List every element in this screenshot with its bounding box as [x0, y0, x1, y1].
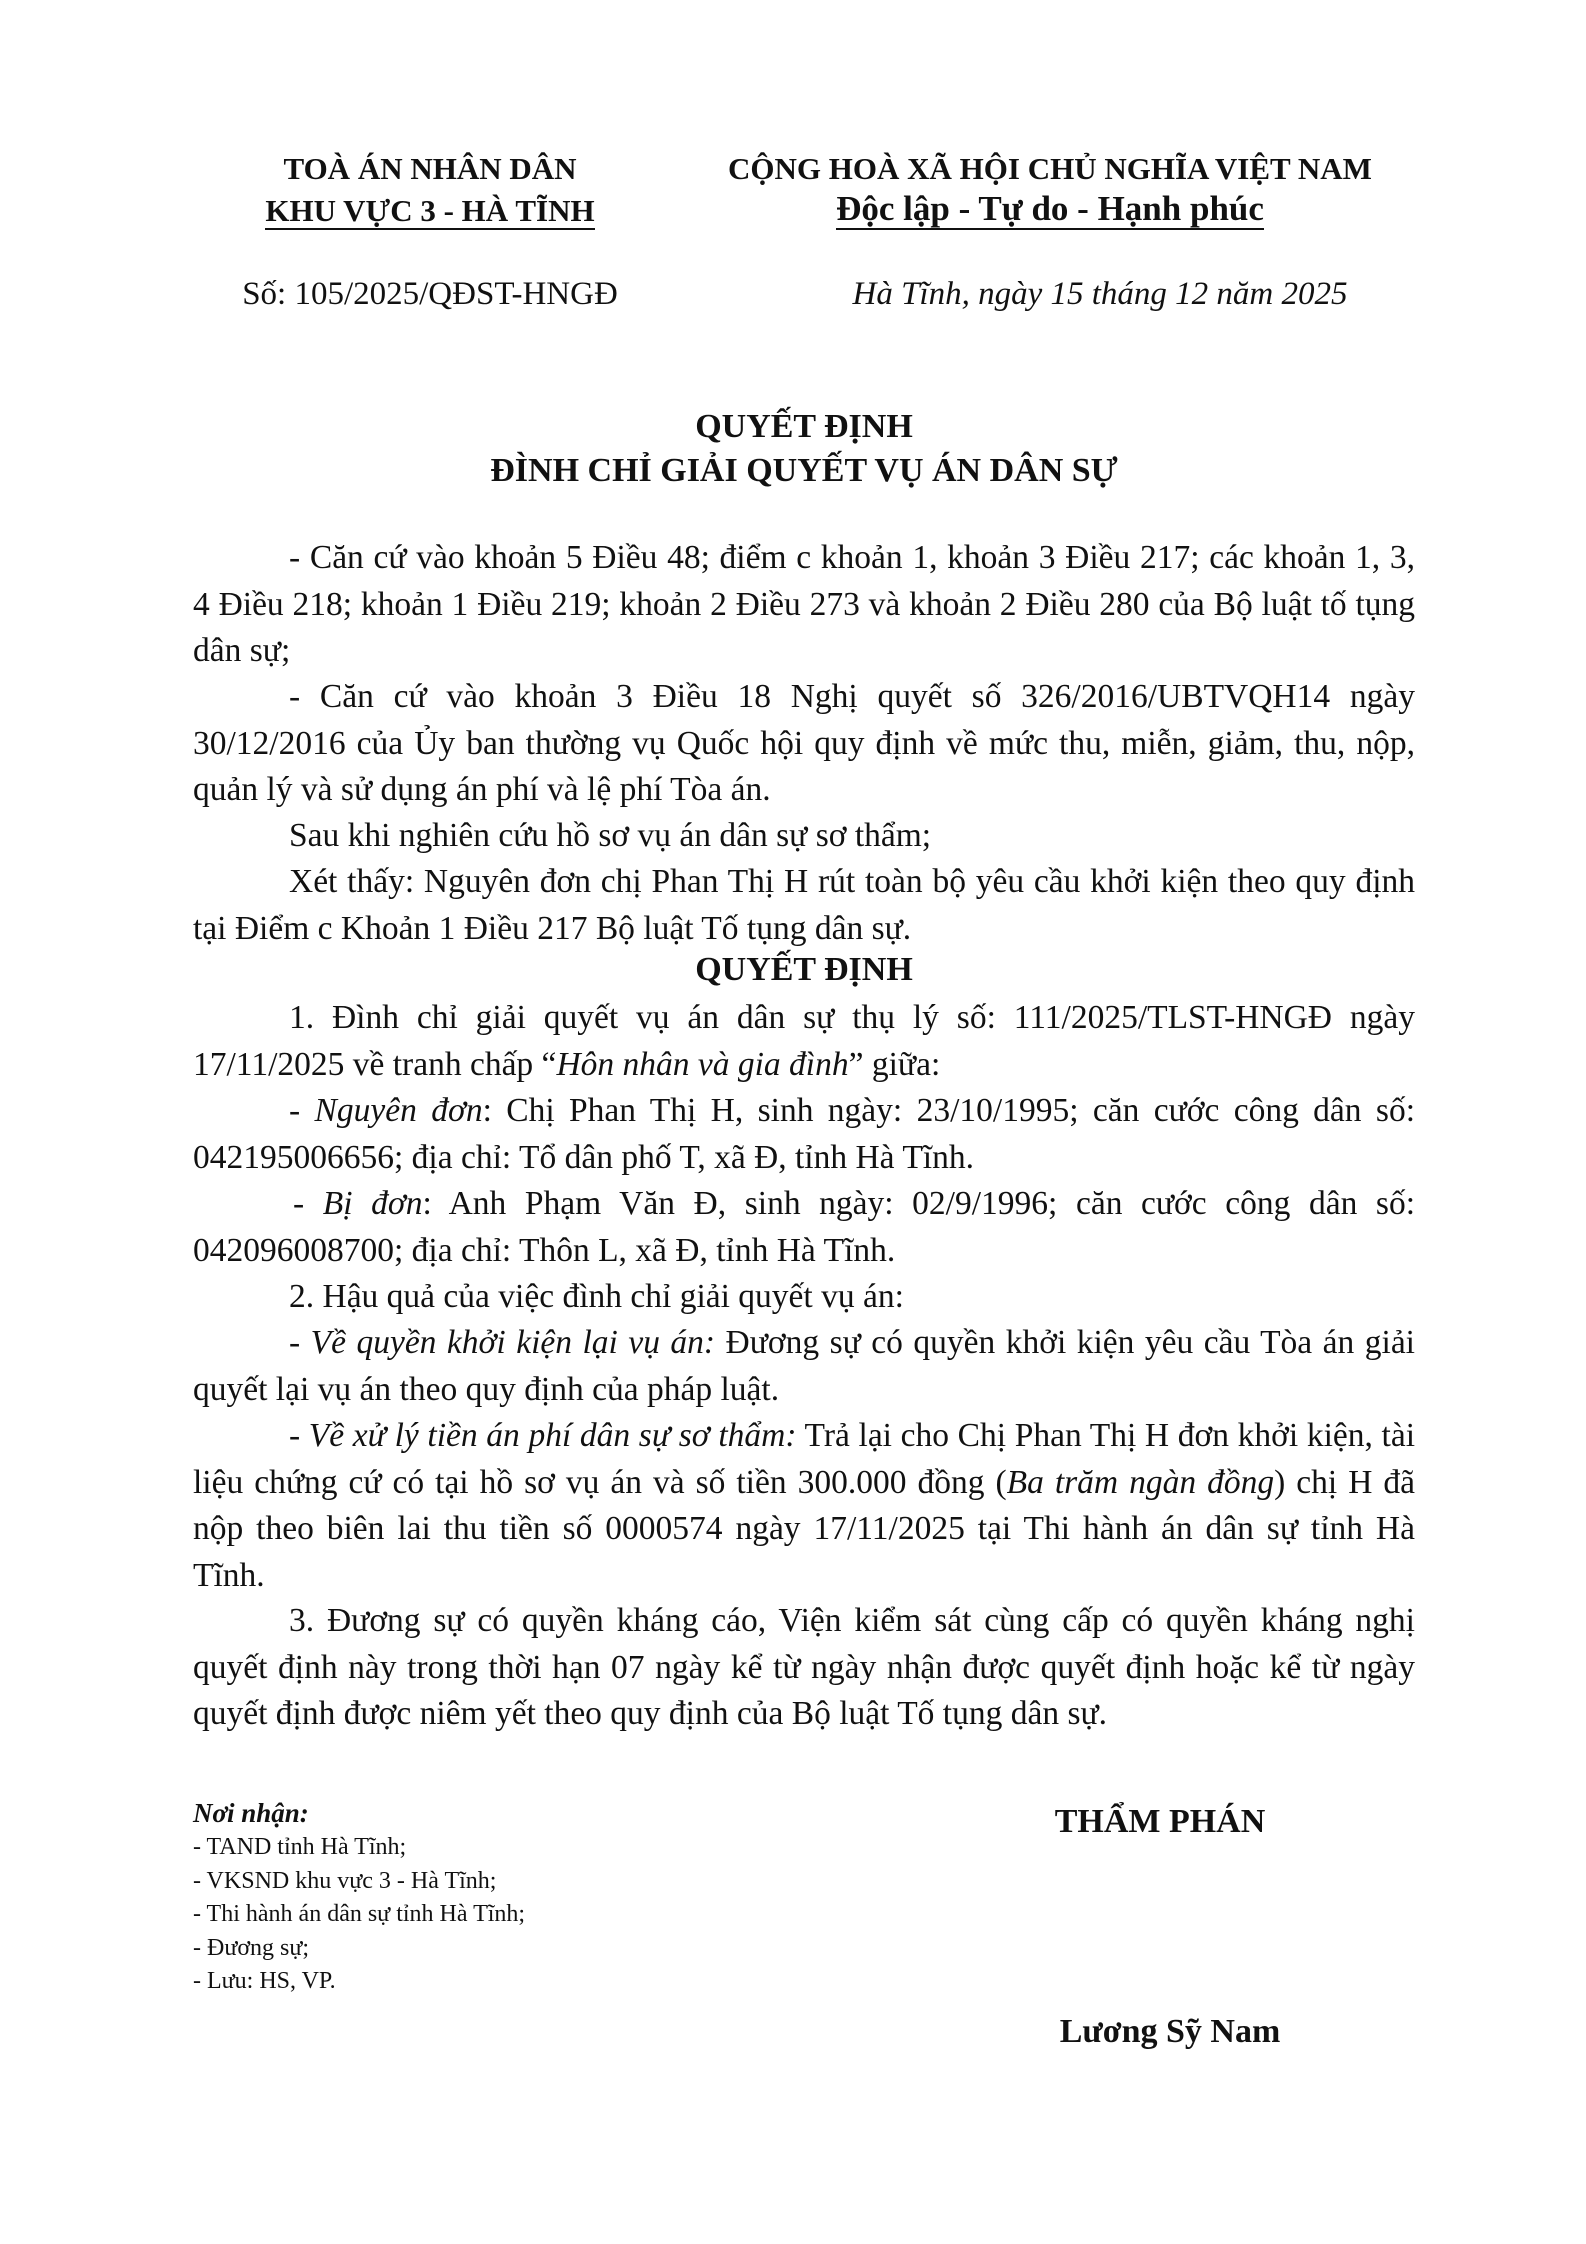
title-line-1: QUYẾT ĐỊNH — [695, 408, 913, 445]
defendant-label: Bị đơn — [322, 1185, 423, 1222]
court-line-2-text: KHU VỰC 3 - HÀ TĨNH — [265, 193, 595, 228]
decision-item-3: 3. Đương sự có quyền kháng cáo, Viện kiểm sát cùng cấp có quyền kháng nghị quyết định này trong thời hạn 07 ngày kể từ ngày nhận được quyết định hoặc kể từ ngày quyết định được niêm yết theo quy định của Bộ luật Tố tụng dân sự. — [193, 1602, 1415, 1732]
item2b-text-2: ) chị H đã nộp theo biên lai thu tiền số 0000574 ngày 17/11/2025 tại Thi hành án dân sự tỉnh Hà Tĩnh. — [193, 1463, 1416, 1594]
defendant-info — [193, 1181, 1415, 1274]
plaintiff-info — [193, 1088, 1415, 1181]
decision-item-1 — [193, 995, 1415, 1088]
decision-item-2b — [193, 1413, 1415, 1599]
defendant-text: : Anh Phạm Văn Đ, sinh ngày: 02/9/1996; căn cước công dân số: 042096008700; địa chỉ: Thôn L, xã Đ, tỉnh Hà Tĩnh. — [193, 1185, 1416, 1269]
recipient-item: - Thi hành án dân sự tỉnh Hà Tĩnh; — [193, 1901, 526, 1927]
recipient-item: - Đương sự; — [193, 1934, 310, 1961]
item2b-text-1: Trả lại cho Chị Phan Thị H đơn khởi kiện, tài liệu chứng cứ có tại hồ sơ vụ án và số tiền 300.000 đồng ( — [193, 1417, 1416, 1501]
recipient-item: - VKSND khu vực 3 - Hà Tĩnh; — [193, 1867, 497, 1894]
defendant-dash: - — [293, 1185, 323, 1222]
considering-statement: Xét thấy: Nguyên đơn chị Phan Thị H rút toàn bộ yêu cầu khởi kiện theo quy định tại Điểm c Khoản 1 Điều 217 Bộ luật Tố tụng dân sự. — [193, 863, 1415, 947]
nation-line-2 — [690, 187, 1410, 231]
item2a-label: - Về quyền khởi kiện lại vụ án: — [289, 1324, 716, 1361]
court-line-2 — [210, 190, 650, 232]
recipient-item: - Lưu: HS, VP. — [193, 1968, 336, 1994]
document-number: Số: 105/2025/QĐST-HNGĐ — [242, 276, 618, 312]
recipient-item: - TAND tỉnh Hà Tĩnh; — [193, 1834, 407, 1860]
court-name — [210, 148, 650, 232]
decision-item-2: 2. Hậu quả của việc đình chỉ giải quyết vụ án: — [289, 1278, 904, 1315]
recipients-heading: Nơi nhận: — [193, 1798, 309, 1828]
signer-name: Lương Sỹ Nam — [1059, 2013, 1281, 2050]
title-line-2: ĐÌNH CHỈ GIẢI QUYẾT VỤ ÁN DÂN SỰ — [490, 452, 1118, 489]
legal-basis-2: - Căn cứ vào khoản 3 Điều 18 Nghị quyết số 326/2016/UBTVQH14 ngày 30/12/2016 của Ủy ban thường vụ Quốc hội quy định về mức thu, miễn, giảm, thu, nộp, quản lý và sử dụng án phí và lệ phí Tòa án. — [193, 678, 1415, 808]
court-line-1: TOÀ ÁN NHÂN DÂN — [283, 151, 577, 186]
plaintiff-label: Nguyên đơn — [314, 1092, 483, 1129]
document-title — [193, 405, 1415, 493]
signer-role: THẨM PHÁN — [1054, 1803, 1266, 1840]
item1-pre: 1. Đình chỉ giải quyết vụ án dân sự thụ lý số: 111/2025/TLST-HNGĐ ngày 17/11/2025 về tranh chấp “ — [193, 999, 1415, 1083]
plaintiff-dash: - — [289, 1092, 315, 1129]
item2a-text: Đương sự có quyền khởi kiện yêu cầu Tòa án giải quyết lại vụ án theo quy định của pháp luật. — [193, 1324, 1415, 1408]
motto: Độc lập - Tự do - Hạnh phúc — [836, 189, 1264, 228]
nation-line-1: CỘNG HOÀ XÃ HỘI CHỦ NGHĨA VIỆT NAM — [728, 151, 1372, 186]
recipients-block — [193, 1795, 713, 1999]
national-heading — [690, 148, 1410, 231]
item2b-label: - Về xử lý tiền án phí dân sự sơ thẩm: — [289, 1417, 797, 1454]
place-date: Hà Tĩnh, ngày 15 tháng 12 năm 2025 — [852, 276, 1348, 312]
decision-item-2a — [193, 1320, 1415, 1413]
legal-basis-1: - Căn cứ vào khoản 5 Điều 48; điểm c khoản 1, khoản 3 Điều 217; các khoản 1, 3, 4 Điều 218; khoản 1 Điều 219; khoản 2 Điều 273 và khoản 2 Điều 280 của Bộ luật tố tụng dân sự; — [193, 539, 1415, 669]
item1-dispute-type: Hôn nhân và gia đình — [556, 1045, 849, 1083]
decision-heading: QUYẾT ĐỊNH — [695, 951, 913, 988]
review-statement: Sau khi nghiên cứu hồ sơ vụ án dân sự sơ thẩm; — [289, 817, 932, 854]
item1-post: ” giữa: — [848, 1045, 941, 1083]
item2b-amount-words: Ba trăm ngàn đồng — [1006, 1463, 1275, 1501]
plaintiff-text: : Chị Phan Thị H, sinh ngày: 23/10/1995; căn cước công dân số: 042195006656; địa chỉ: Tổ dân phố T, xã Đ, tỉnh Hà Tĩnh. — [193, 1092, 1415, 1176]
